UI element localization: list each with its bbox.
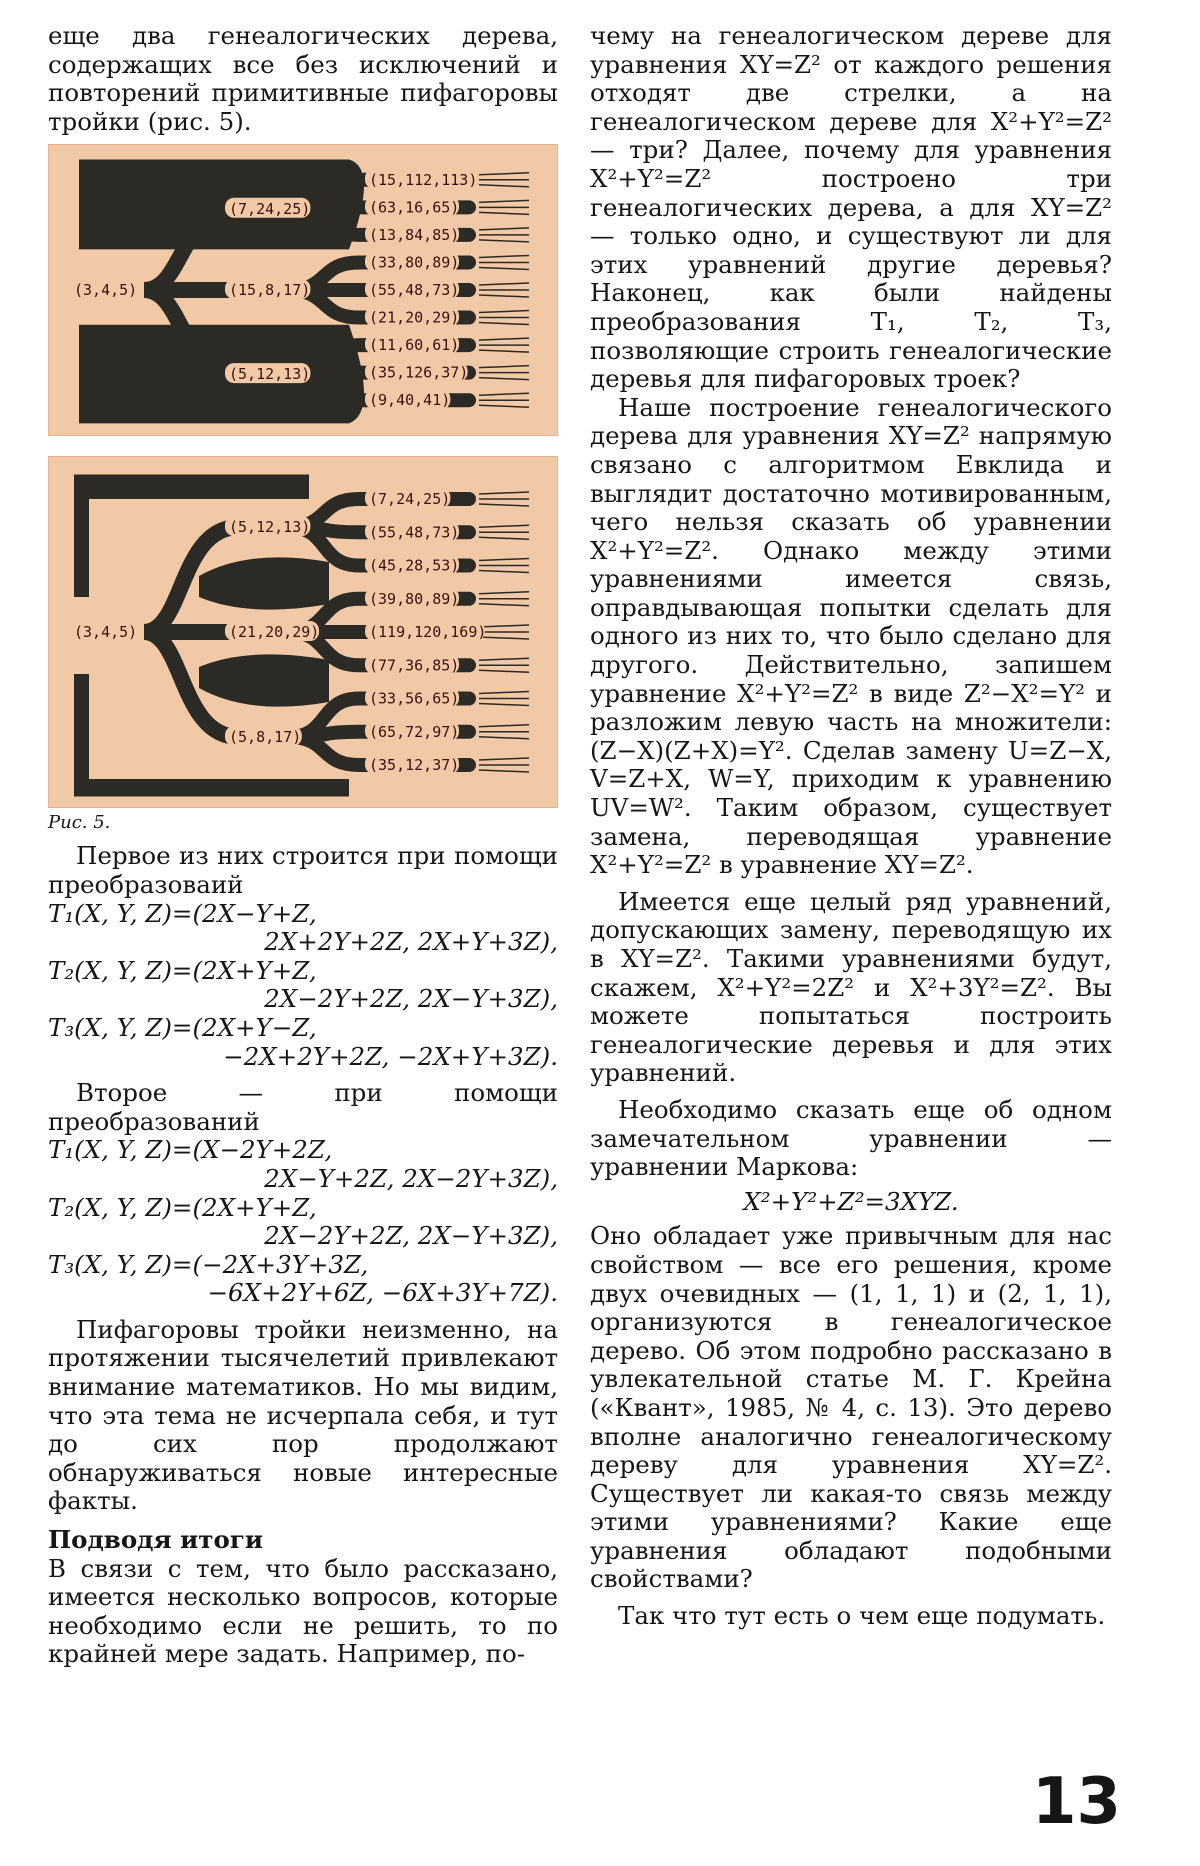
figure-tree-1 [48,144,558,436]
tree-level2-label: (35,126,37) [369,364,469,383]
page-number: 13 [1032,1765,1122,1839]
tree-level2-label: (55,48,73) [369,281,460,300]
second-tree-intro: Второе — при помощи преобразований [48,1078,558,1136]
tree-arrow [479,213,529,215]
tree-level2-label: (9,40,41) [369,391,451,410]
tree-arrow [479,737,529,739]
tree-arrow [479,240,529,242]
formula-line: 2X−Y+2Z, 2X−2Y+3Z), [264,1163,558,1193]
tree-arrow [479,492,529,494]
tree-level2-label: (55,48,73) [369,523,460,542]
tree-level2-label: (39,80,89) [369,590,460,609]
tree-arrow [479,770,529,772]
paragraph-euclid: Наше построение генеалогического дерева для уравнения XY=Z² напрямую связано с алгоритмом Евклида и выглядит достаточно мотивированным, чего нельзя сказать об уравнении X²+Y²=Z². Однако между этими уравнениями имеется связь, оправдывающая попытки сделать для одного из них то, что было сделано для другого. Действительно, запишем уравнение X²+Y²=Z² в виде Z²−X²=Y² и разложим левую часть на множители: (Z−X)(Z+X)=Y². Сделав замену U=Z−X, V=Z+X, W=Y, приходим к уравнению UV=W². Таким образом, существует замена, переводящая уравнение X²+Y²=Z² в уравнение XY=Z². [590,392,1112,880]
tree-level2-label: (35,12,37) [369,756,460,775]
first-formulas [48,900,558,1072]
tree-arrow [479,201,529,203]
tree-arrow [479,725,529,727]
formula-line: T₂(X, Y, Z)=(2X+Y+Z, [48,955,317,985]
paragraph-markov-intro: Необходимо сказать еще об одном замечательном уравнении — уравнении Маркова: [590,1094,1112,1182]
tree-arrow [479,366,529,368]
section-heading: Подводя итоги [48,1525,264,1555]
tree-arrow [479,295,529,297]
tree-arrow [479,692,529,694]
first-tree-intro: Первое из них строится при помощи преобразоваий [48,841,558,899]
tree-level2-label: (65,72,97) [369,723,460,742]
tree-level2-label: (119,120,169) [369,623,487,642]
paragraph-markov-tree: Оно обладает уже привычным для нас свойством — все его решения, кроме двух очевидных — (1, 1, 1) и (2, 1, 1), организуются в генеалогическое дерево. Об этом подробно рассказано в увлекательной статье М. Г. Крейна («Квант», 1985, № 4, с. 13). Это дерево вполне аналогично генеалогическому дереву для уравнения XY=Z². Существует ли какая-то связь между этими уравнениями? Какие еще уравнения обладают подобными свойствами? [590,1221,1112,1594]
tree-level2-label: (15,112,113) [369,171,478,190]
second-formulas [48,1136,558,1308]
formula-line: T₃(X, Y, Z)=(2X+Y−Z, [48,1012,317,1042]
formula-line: −2X+2Y+2Z, −2X+Y+3Z). [223,1041,558,1071]
pythagoras-paragraph: Пифагоровы тройки неизменно, на протяжении тысячелетий привлекают внимание математиков. Но мы видим, что эта тема не исчерпала себя, и тут до сих пор продолжают обнаруживаться новые интересные факты. [48,1314,558,1516]
tree-arrow [479,538,529,540]
tree-level2-label: (33,56,65) [369,689,460,708]
tree-arrow [479,671,529,673]
tree-arrow [479,311,529,313]
tree-level2-label: (77,36,85) [369,656,460,675]
intro-paragraph: еще два генеалогических дерева, содержащих все без исключений и повторений примитивные пифагоровы тройки (рис. 5). [48,21,558,136]
figure-caption: Рис. 5. [48,812,111,834]
tree-arrow [479,637,529,639]
tree-arrow [479,758,529,760]
tree-arrow [479,394,529,396]
tree-level1-label: (15,8,17) [229,281,311,300]
left-column [48,22,558,1669]
tree-arrow [479,256,529,258]
tree-level2-label: (7,24,25) [369,490,451,509]
tree-arrow [479,283,529,285]
tree-arrow [479,350,529,352]
tree-level1-label: (21,20,29) [229,623,320,642]
tree-level2-label: (45,28,53) [369,556,460,575]
formula-line: T₁(X, Y, Z)=(X−2Y+2Z, [48,1135,333,1165]
tree-arrow [479,185,529,187]
tree-arrow [479,323,529,325]
formula-line: T₁(X, Y, Z)=(2X−Y+Z, [48,898,317,928]
tree-arrow [479,559,529,561]
tree-arrow [479,704,529,706]
tree-root-label: (3,4,5) [74,281,138,300]
tree-arrow [479,659,529,661]
tree-arrow [479,378,529,380]
tree-arrow [479,504,529,506]
formula-line: T₃(X, Y, Z)=(−2X+3Y+3Z, [48,1249,369,1279]
formula-line: T₂(X, Y, Z)=(2X+Y+Z, [48,1192,317,1222]
tree-arrow [479,228,529,230]
tree-level1-label: (5,8,17) [229,728,302,747]
paragraph-closing: Так что тут есть о чем еще подумать. [618,1601,1106,1631]
tree-level2-label: (33,80,89) [369,253,460,272]
tree-level1-label: (5,12,13) [229,365,311,384]
tree-arrow [479,406,529,408]
tree-arrow [479,526,529,528]
tree-arrow [479,625,529,627]
tree-blob [199,558,329,610]
paragraph-questions: чему на генеалогическом дереве для уравнения XY=Z² от каждого решения отходят две стрелки, а на генеалогическом дереве для X²+Y²=Z² — три? Далее, почему для уравнения X²+Y²=Z² построено три генеалогических дерева, а для XY=Z² — только одно, и существуют ли для этих уравнений другие деревья? Наконец, как были найдены преобразования T₁, T₂, T₃, позволяющие строить генеалогические деревья для пифагоровых троек? [590,21,1112,394]
right-column [590,22,1112,1631]
markov-equation: X²+Y²+Z²=3XYZ. [743,1186,959,1216]
formula-line: 2X−2Y+2Z, 2X−Y+3Z), [264,984,558,1014]
tree-level2-label: (63,16,65) [369,198,460,217]
formula-line: 2X+2Y+2Z, 2X+Y+3Z), [264,927,558,957]
tree-level1-label: (7,24,25) [229,200,311,219]
tree-level1-label: (5,12,13) [229,518,311,537]
tree-arrow [479,338,529,340]
figure-tree-2 [48,456,558,808]
tree-arrow [479,268,529,270]
tree-blob [199,655,329,707]
tree-arrow [479,592,529,594]
tree-level2-label: (21,20,29) [369,308,460,327]
tree-arrow [479,173,529,175]
tree-diagram-2 [49,457,557,807]
summary-paragraph: В связи с тем, что было рассказано, имеется несколько вопросов, которые необходимо если не решить, то по крайней мере задать. Например, по- [48,1553,558,1669]
tree-diagram-1 [49,145,557,435]
formula-line: 2X−2Y+2Z, 2X−Y+3Z), [264,1221,558,1251]
formula-line: −6X+2Y+6Z, −6X+3Y+7Z). [207,1278,558,1308]
tree-arrow [479,604,529,606]
tree-level2-label: (11,60,61) [369,336,460,355]
tree-root-label: (3,4,5) [74,623,138,642]
tree-level2-label: (13,84,85) [369,226,460,245]
paragraph-other-equations: Имеется еще целый ряд уравнений, допускающих замену, переводящую их в XY=Z². Такими уравнениями будут, скажем, X²+Y²=2Z² и X²+3Y²=Z². Вы можете попытаться построить генеалогические деревья и для этих уравнений. [590,886,1112,1088]
tree-arrow [479,571,529,573]
